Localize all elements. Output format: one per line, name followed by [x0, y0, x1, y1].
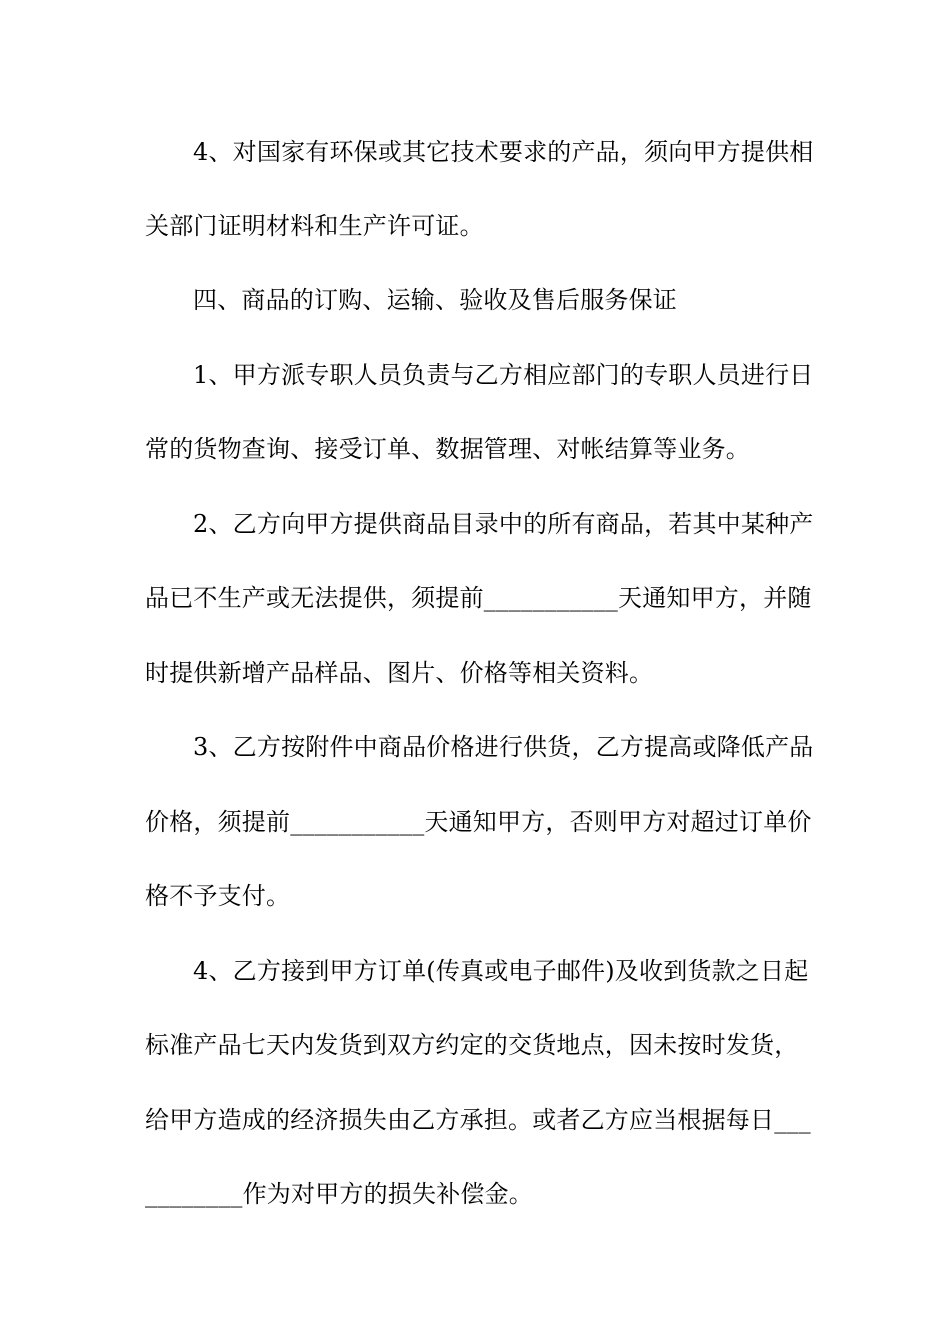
text-line: 时提供新增产品样品、图片、价格等相关资料。 — [145, 659, 654, 687]
text-line: ________作为对甲方的损失补偿金。 — [145, 1180, 533, 1208]
text-line: 常的货物查询、接受订单、数据管理、对帐结算等业务。 — [145, 435, 750, 463]
text-line: 2、乙方向甲方提供商品目录中的所有商品，若其中某种产 — [193, 510, 814, 538]
text-line: 标准产品七天内发货到双方约定的交货地点，因未按时发货， — [145, 1031, 799, 1059]
text-line: 价格，须提前___________天通知甲方，否则甲方对超过订单价 — [145, 808, 812, 836]
text-line: 1、甲方派专职人员负责与乙方相应部门的专职人员进行日 — [193, 361, 814, 389]
text-line: 4、乙方接到甲方订单(传真或电子邮件)及收到货款之日起 — [193, 957, 809, 985]
text-line: 关部门证明材料和生产许可证。 — [145, 212, 484, 240]
text-line: 给甲方造成的经济损失由乙方承担。或者乙方应当根据每日___ — [145, 1106, 811, 1134]
text-line: 4、对国家有环保或其它技术要求的产品，须向甲方提供相 — [193, 138, 814, 166]
text-line: 3、乙方按附件中商品价格进行供货，乙方提高或降低产品 — [193, 733, 814, 761]
section-heading: 四、商品的订购、运输、验收及售后服务保证 — [193, 286, 677, 314]
text-line: 格不予支付。 — [145, 882, 291, 910]
text-line: 品已不生产或无法提供，须提前___________天通知甲方，并随 — [145, 584, 812, 612]
